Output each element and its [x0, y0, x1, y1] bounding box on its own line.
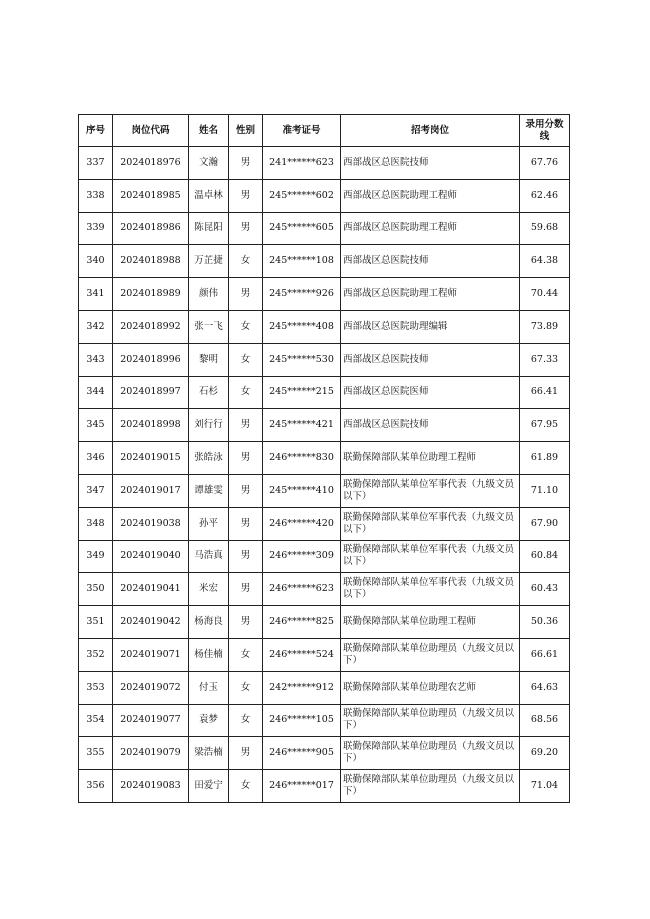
- cell-position-code: 2024018988: [113, 245, 189, 278]
- cell-exam-id: 246******830: [263, 442, 341, 475]
- cell-name: 梁浩楠: [189, 737, 229, 770]
- cell-position-code: 2024019079: [113, 737, 189, 770]
- cell-exam-id: 246******017: [263, 770, 341, 803]
- cell-score: 71.04: [520, 770, 570, 803]
- cell-position-code: 2024019015: [113, 442, 189, 475]
- cell-name: 米宏: [189, 573, 229, 606]
- cell-score: 67.95: [520, 409, 570, 442]
- cell-score: 62.46: [520, 179, 570, 212]
- cell-score: 64.38: [520, 245, 570, 278]
- cell-exam-id: 245******605: [263, 212, 341, 245]
- cell-position: 联勤保障部队某单位军事代表（九级文员以下）: [341, 540, 520, 573]
- header-serial: 序号: [79, 115, 113, 147]
- header-position-code: 岗位代码: [113, 115, 189, 147]
- cell-serial: 344: [79, 376, 113, 409]
- cell-position-code: 2024018998: [113, 409, 189, 442]
- cell-score: 69.20: [520, 737, 570, 770]
- cell-gender: 男: [229, 540, 263, 573]
- cell-position: 联勤保障部队某单位助理农艺师: [341, 671, 520, 704]
- cell-position: 联勤保障部队某单位助理员（九级文员以下）: [341, 770, 520, 803]
- cell-position: 联勤保障部队某单位军事代表（九级文员以下）: [341, 507, 520, 540]
- table-header-row: [79, 115, 570, 147]
- cell-exam-id: 246******905: [263, 737, 341, 770]
- cell-score: 64.63: [520, 671, 570, 704]
- cell-exam-id: 246******105: [263, 704, 341, 737]
- cell-name: 张皓泳: [189, 442, 229, 475]
- cell-serial: 339: [79, 212, 113, 245]
- cell-score: 66.61: [520, 638, 570, 671]
- cell-name: 袁梦: [189, 704, 229, 737]
- cell-score: 68.56: [520, 704, 570, 737]
- cell-gender: 女: [229, 310, 263, 343]
- cell-score: 59.68: [520, 212, 570, 245]
- cell-exam-id: 241******623: [263, 147, 341, 180]
- table-row: [79, 573, 570, 606]
- cell-exam-id: 246******623: [263, 573, 341, 606]
- cell-position: 联勤保障部队某单位助理员（九级文员以下）: [341, 737, 520, 770]
- cell-gender: 女: [229, 671, 263, 704]
- cell-exam-id: 246******309: [263, 540, 341, 573]
- cell-exam-id: 245******530: [263, 343, 341, 376]
- cell-gender: 男: [229, 474, 263, 507]
- cell-position: 联勤保障部队某单位助理工程师: [341, 606, 520, 639]
- cell-position-code: 2024018976: [113, 147, 189, 180]
- cell-exam-id: 245******410: [263, 474, 341, 507]
- cell-score: 67.76: [520, 147, 570, 180]
- cell-position-code: 2024019083: [113, 770, 189, 803]
- cell-score: 60.84: [520, 540, 570, 573]
- cell-position-code: 2024019038: [113, 507, 189, 540]
- cell-gender: 男: [229, 409, 263, 442]
- cell-position: 联勤保障部队某单位助理员（九级文员以下）: [341, 704, 520, 737]
- cell-gender: 男: [229, 179, 263, 212]
- cell-name: 黎明: [189, 343, 229, 376]
- cell-position-code: 2024018986: [113, 212, 189, 245]
- cell-gender: 男: [229, 507, 263, 540]
- cell-exam-id: 245******602: [263, 179, 341, 212]
- cell-name: 石杉: [189, 376, 229, 409]
- table-row: [79, 343, 570, 376]
- cell-name: 谭雄雯: [189, 474, 229, 507]
- table-row: [79, 310, 570, 343]
- cell-gender: 女: [229, 638, 263, 671]
- table-row: [79, 671, 570, 704]
- cell-position: 西部战区总医院技师: [341, 343, 520, 376]
- cell-score: 66.41: [520, 376, 570, 409]
- cell-gender: 女: [229, 704, 263, 737]
- table-row: [79, 474, 570, 507]
- table-row: [79, 147, 570, 180]
- cell-serial: 347: [79, 474, 113, 507]
- cell-serial: 350: [79, 573, 113, 606]
- cell-name: 杨海良: [189, 606, 229, 639]
- cell-position: 西部战区总医院助理编辑: [341, 310, 520, 343]
- cell-serial: 351: [79, 606, 113, 639]
- cell-position-code: 2024019042: [113, 606, 189, 639]
- cell-serial: 346: [79, 442, 113, 475]
- table-row: [79, 540, 570, 573]
- cell-name: 文瀚: [189, 147, 229, 180]
- cell-exam-id: 245******408: [263, 310, 341, 343]
- results-table: [78, 114, 570, 803]
- cell-score: 67.33: [520, 343, 570, 376]
- header-gender: 性别: [229, 115, 263, 147]
- cell-position: 联勤保障部队某单位助理员（九级文员以下）: [341, 638, 520, 671]
- cell-position-code: 2024019041: [113, 573, 189, 606]
- cell-exam-id: 245******215: [263, 376, 341, 409]
- cell-gender: 女: [229, 770, 263, 803]
- cell-position: 西部战区总医院医师: [341, 376, 520, 409]
- cell-position: 联勤保障部队某单位军事代表（九级文员以下）: [341, 474, 520, 507]
- cell-serial: 345: [79, 409, 113, 442]
- cell-name: 万芷捷: [189, 245, 229, 278]
- header-name: 姓名: [189, 115, 229, 147]
- cell-position-code: 2024018992: [113, 310, 189, 343]
- header-position: 招考岗位: [341, 115, 520, 147]
- table-row: [79, 737, 570, 770]
- cell-exam-id: 246******825: [263, 606, 341, 639]
- cell-position-code: 2024019072: [113, 671, 189, 704]
- cell-serial: 353: [79, 671, 113, 704]
- cell-score: 67.90: [520, 507, 570, 540]
- cell-position-code: 2024018985: [113, 179, 189, 212]
- table-row: [79, 442, 570, 475]
- cell-gender: 女: [229, 343, 263, 376]
- header-exam-id: 准考证号: [263, 115, 341, 147]
- cell-position: 西部战区总医院助理工程师: [341, 278, 520, 311]
- table-row: [79, 638, 570, 671]
- cell-serial: 338: [79, 179, 113, 212]
- cell-gender: 男: [229, 573, 263, 606]
- cell-position: 联勤保障部队某单位助理工程师: [341, 442, 520, 475]
- cell-position-code: 2024019040: [113, 540, 189, 573]
- cell-name: 马浩真: [189, 540, 229, 573]
- cell-name: 孙平: [189, 507, 229, 540]
- cell-serial: 352: [79, 638, 113, 671]
- table-row: [79, 179, 570, 212]
- cell-position: 西部战区总医院技师: [341, 409, 520, 442]
- cell-name: 颜伟: [189, 278, 229, 311]
- cell-score: 60.43: [520, 573, 570, 606]
- cell-exam-id: 246******524: [263, 638, 341, 671]
- table-row: [79, 409, 570, 442]
- cell-serial: 354: [79, 704, 113, 737]
- cell-name: 温卓林: [189, 179, 229, 212]
- cell-serial: 348: [79, 507, 113, 540]
- table-row: [79, 770, 570, 803]
- cell-name: 杨佳楠: [189, 638, 229, 671]
- cell-gender: 男: [229, 442, 263, 475]
- cell-score: 73.89: [520, 310, 570, 343]
- cell-position: 西部战区总医院助理工程师: [341, 179, 520, 212]
- cell-exam-id: 245******108: [263, 245, 341, 278]
- cell-gender: 女: [229, 376, 263, 409]
- cell-exam-id: 242******912: [263, 671, 341, 704]
- cell-position: 联勤保障部队某单位军事代表（九级文员以下）: [341, 573, 520, 606]
- cell-position: 西部战区总医院技师: [341, 245, 520, 278]
- cell-name: 张一飞: [189, 310, 229, 343]
- cell-gender: 男: [229, 606, 263, 639]
- cell-score: 50.36: [520, 606, 570, 639]
- cell-serial: 342: [79, 310, 113, 343]
- cell-serial: 356: [79, 770, 113, 803]
- table-body: [79, 147, 570, 803]
- cell-name: 田爱宁: [189, 770, 229, 803]
- table-row: [79, 376, 570, 409]
- cell-position-code: 2024019071: [113, 638, 189, 671]
- cell-name: 付玉: [189, 671, 229, 704]
- cell-name: 陈昆阳: [189, 212, 229, 245]
- cell-serial: 337: [79, 147, 113, 180]
- cell-serial: 343: [79, 343, 113, 376]
- cell-position: 西部战区总医院技师: [341, 147, 520, 180]
- cell-exam-id: 245******926: [263, 278, 341, 311]
- cell-score: 61.89: [520, 442, 570, 475]
- cell-position-code: 2024018996: [113, 343, 189, 376]
- cell-gender: 男: [229, 737, 263, 770]
- cell-score: 70.44: [520, 278, 570, 311]
- cell-serial: 341: [79, 278, 113, 311]
- cell-serial: 355: [79, 737, 113, 770]
- cell-position-code: 2024018997: [113, 376, 189, 409]
- cell-score: 71.10: [520, 474, 570, 507]
- cell-gender: 男: [229, 147, 263, 180]
- table-row: [79, 278, 570, 311]
- cell-exam-id: 246******420: [263, 507, 341, 540]
- cell-exam-id: 245******421: [263, 409, 341, 442]
- table-row: [79, 704, 570, 737]
- cell-name: 刘行行: [189, 409, 229, 442]
- table-row: [79, 212, 570, 245]
- cell-gender: 女: [229, 245, 263, 278]
- cell-serial: 349: [79, 540, 113, 573]
- cell-position-code: 2024019077: [113, 704, 189, 737]
- table-row: [79, 245, 570, 278]
- table-row: [79, 606, 570, 639]
- cell-position-code: 2024018989: [113, 278, 189, 311]
- cell-gender: 男: [229, 212, 263, 245]
- cell-position-code: 2024019017: [113, 474, 189, 507]
- cell-gender: 男: [229, 278, 263, 311]
- cell-position: 西部战区总医院助理工程师: [341, 212, 520, 245]
- header-score: 录用分数线: [520, 115, 570, 147]
- table-row: [79, 507, 570, 540]
- cell-serial: 340: [79, 245, 113, 278]
